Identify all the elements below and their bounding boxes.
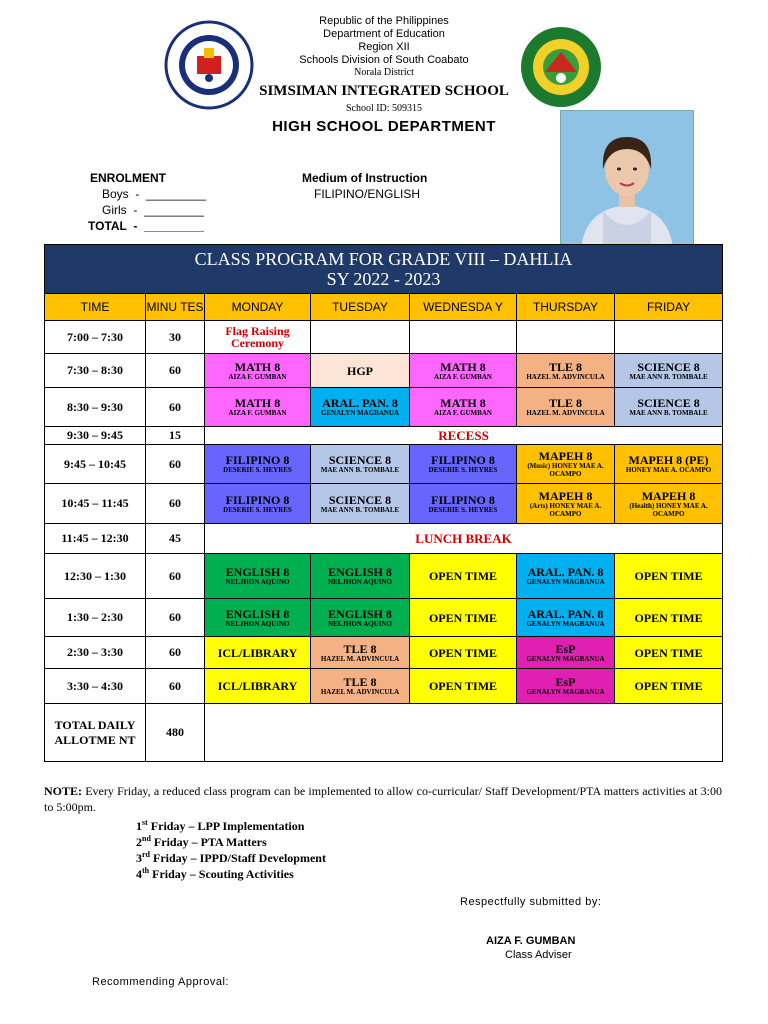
subject-name: SCIENCE 8 [328, 453, 392, 467]
table-row [45, 704, 723, 762]
table-row [45, 484, 723, 524]
minutes-cell: 60 [146, 599, 205, 637]
subject-cell [205, 484, 311, 524]
enrolment-total: TOTAL - _________ [88, 219, 205, 233]
subject-cell [615, 637, 723, 669]
minutes-cell: 60 [146, 445, 205, 484]
subject-name: TLE 8 [343, 675, 377, 689]
table-row [45, 669, 723, 704]
time-cell: 9:30 – 9:45 [45, 427, 146, 445]
teacher-name: GENALYN MAGBANUA [526, 578, 605, 586]
teacher-name: HONEY MAE A. OCAMPO [625, 466, 712, 474]
teacher-name: HAZEL M. ADVINCULA [320, 688, 400, 696]
subject-cell [615, 388, 723, 427]
subject-name: ICL/LIBRARY [217, 645, 298, 660]
subject-name: TLE 8 [548, 359, 582, 374]
class-program-table [44, 244, 723, 762]
subject-cell [615, 554, 723, 599]
table-row [45, 427, 723, 445]
subject-name: MAPEH 8 [641, 488, 696, 503]
subject-name: OPEN TIME [428, 645, 498, 660]
table-row [45, 599, 723, 637]
subject-cell [311, 445, 410, 484]
friday-activity-item [136, 863, 294, 882]
teacher-name: NELJHON AQUINO [225, 578, 290, 586]
blank-cell [205, 704, 723, 762]
minutes-cell: 60 [146, 669, 205, 704]
header-deped: Department of Education [323, 28, 445, 40]
note-paragraph [44, 783, 722, 815]
subject-cell [311, 354, 410, 388]
teacher-name: MAE ANN B. TOMBALE [629, 409, 708, 417]
teacher-name: (Arts) HONEY MAE A. OCAMPO [529, 501, 602, 518]
subject-name: ARAL. PAN. 8 [322, 396, 398, 410]
teacher-name: (Music) HONEY MAE A. OCAMPO [527, 462, 604, 478]
subject-name: FILIPINO 8 [225, 453, 290, 467]
subject-name: Flag Raising Ceremony [225, 324, 290, 350]
teacher-name: AIZA F. GUMBAN [228, 372, 287, 381]
teacher-name: GENALYN MAGBANUA [526, 688, 605, 696]
subject-cell [517, 554, 615, 599]
subject-name: OPEN TIME [634, 645, 703, 660]
teacher-name: AIZA F. GUMBAN [434, 409, 492, 417]
medium-value: FILIPINO/ENGLISH [314, 187, 421, 201]
minutes-cell: 60 [146, 637, 205, 669]
minutes-cell: 480 [146, 704, 205, 762]
header-region: Region XII [358, 41, 410, 53]
teacher-name: NELJHON AQUINO [328, 578, 392, 586]
time-cell: TOTAL DAILY ALLOTME NT [45, 704, 146, 762]
subject-cell [517, 354, 615, 388]
subject-cell [410, 599, 517, 637]
subject-cell [205, 554, 311, 599]
note-text: Every Friday, a reduced class program can be implemented to allow co-curricular/ Staff Development/PTA matters activities at 3:00 to 5:00pm. [44, 784, 722, 814]
subject-name: ENGLISH 8 [225, 606, 290, 621]
time-cell: 1:30 – 2:30 [45, 599, 146, 637]
time-cell: 2:30 – 3:30 [45, 637, 146, 669]
teacher-name: HAZEL M. ADVINCULA [320, 654, 400, 663]
deped-seal-logo [164, 20, 254, 110]
medium-title: Medium of Instruction [302, 171, 428, 185]
friday-ordinal: nd [142, 834, 151, 843]
school-id: School ID: 509315 [345, 103, 423, 114]
teacher-name: AIZA F. GUMBAN [228, 409, 287, 417]
school-name: SIMSIMAN INTEGRATED SCHOOL [259, 83, 509, 99]
subject-cell [205, 321, 311, 354]
teacher-name: GENALYN MAGBANUA [320, 409, 400, 417]
minutes-cell: 15 [146, 427, 205, 445]
subject-cell [517, 637, 615, 669]
subject-name: MAPEH 8 (PE) [628, 453, 709, 467]
subject-name: ARAL. PAN. 8 [527, 565, 604, 579]
teacher-name: GENALYN MAGBANUA [526, 619, 605, 628]
subject-name: OPEN TIME [428, 569, 498, 583]
time-cell: 11:45 – 12:30 [45, 524, 146, 554]
subject-cell [615, 321, 723, 354]
time-cell: 12:30 – 1:30 [45, 554, 146, 599]
column-header: TUESDAY [311, 294, 410, 321]
teacher-name: (Health) HONEY MAE A. OCAMPO [629, 501, 708, 518]
teacher-name: DESERIE S. HEYRES [428, 466, 498, 474]
department-title: HIGH SCHOOL DEPARTMENT [272, 118, 496, 135]
minutes-cell: 60 [146, 484, 205, 524]
subject-cell [517, 388, 615, 427]
time-cell: 7:00 – 7:30 [45, 321, 146, 354]
subject-cell [410, 388, 517, 427]
teacher-name: MAE ANN B. TOMBALE [320, 466, 400, 474]
break-cell: RECESS [205, 427, 723, 445]
subject-name: OPEN TIME [428, 679, 498, 693]
column-header: THURSDAY [517, 294, 615, 321]
subject-name: ENGLISH 8 [225, 565, 290, 579]
subject-name: MATH 8 [440, 359, 486, 374]
teacher-name: MAE ANN B. TOMBALE [320, 505, 400, 514]
friday-ordinal: st [142, 818, 148, 827]
subject-name: FILIPINO 8 [225, 492, 290, 507]
subject-name: MATH 8 [440, 396, 486, 410]
subject-cell [311, 484, 410, 524]
subject-cell [410, 669, 517, 704]
subject-cell [410, 321, 517, 354]
subject-cell [410, 354, 517, 388]
program-title-line1: CLASS PROGRAM FOR GRADE VIII – DAHLIA [194, 249, 573, 269]
subject-cell [410, 445, 517, 484]
time-cell: 8:30 – 9:30 [45, 388, 146, 427]
school-seal-logo [520, 26, 602, 108]
friday-ordinal: rd [142, 850, 150, 859]
subject-cell [517, 321, 615, 354]
column-header: MONDAY [205, 294, 311, 321]
subject-cell [205, 388, 311, 427]
time-cell: 10:45 – 11:45 [45, 484, 146, 524]
table-row [45, 321, 723, 354]
subject-cell [410, 554, 517, 599]
subject-cell [205, 637, 311, 669]
friday-number: 3 [136, 851, 142, 865]
subject-cell [410, 484, 517, 524]
subject-cell [205, 669, 311, 704]
time-cell: 3:30 – 4:30 [45, 669, 146, 704]
program-title [45, 245, 723, 294]
recommending-approval-label: Recommending Approval: [92, 976, 229, 988]
subject-cell [205, 599, 311, 637]
subject-name: OPEN TIME [428, 610, 498, 625]
subject-name: TLE 8 [548, 396, 582, 410]
note-label: NOTE: [44, 784, 83, 798]
time-cell: 7:30 – 8:30 [45, 354, 146, 388]
enrolment-boys: Boys - _________ [102, 187, 207, 201]
friday-number: 4 [136, 867, 142, 881]
subject-name: MATH 8 [234, 359, 281, 374]
subject-name: MAPEH 8 [538, 449, 593, 463]
teacher-name: DESERIE S. HEYRES [428, 505, 498, 514]
friday-text: Friday – IPPD/Staff Development [150, 851, 326, 865]
subject-name: SCIENCE 8 [637, 396, 700, 410]
subject-name: SCIENCE 8 [637, 359, 700, 374]
subject-cell [615, 669, 723, 704]
subject-cell [615, 484, 723, 524]
subject-name: TLE 8 [343, 641, 377, 656]
table-row [45, 554, 723, 599]
program-title-line2: SY 2022 - 2023 [326, 269, 441, 289]
teacher-name: NELJHON AQUINO [328, 619, 392, 628]
header-republic: Republic of the Philippines [319, 15, 449, 27]
header-district: Norala District [354, 67, 414, 78]
header-division: Schools Division of South Coabato [299, 54, 469, 66]
subject-name: SCIENCE 8 [328, 492, 392, 507]
subject-name: ENGLISH 8 [328, 565, 392, 579]
friday-text: Friday – Scouting Activities [149, 867, 294, 881]
subject-cell [517, 445, 615, 484]
break-cell: LUNCH BREAK [205, 524, 723, 554]
friday-text: Friday – PTA Matters [150, 835, 267, 849]
teacher-name: DESERIE S. HEYRES [223, 466, 292, 474]
subject-cell [517, 669, 615, 704]
teacher-name: MAE ANN B. TOMBALE [629, 372, 708, 381]
friday-text: Friday – LPP Implementation [147, 819, 305, 833]
minutes-cell: 60 [146, 388, 205, 427]
subject-cell [311, 388, 410, 427]
time-cell: 9:45 – 10:45 [45, 445, 146, 484]
subject-name: MATH 8 [234, 396, 281, 410]
submitted-by-label: Respectfully submitted by: [460, 896, 602, 908]
subject-name: HGP [347, 363, 373, 378]
table-row [45, 388, 723, 427]
subject-name: ENGLISH 8 [328, 606, 392, 621]
minutes-cell: 45 [146, 524, 205, 554]
subject-name: FILIPINO 8 [431, 492, 495, 507]
enrolment-title: ENROLMENT [90, 171, 166, 185]
column-header: TIME [45, 294, 146, 321]
column-header: WEDNESDA Y [410, 294, 517, 321]
subject-cell [311, 554, 410, 599]
table-row [45, 637, 723, 669]
adviser-photo [560, 110, 694, 250]
subject-cell [311, 669, 410, 704]
subject-cell [615, 445, 723, 484]
friday-number: 2 [136, 835, 142, 849]
signatory-name: AIZA F. GUMBAN [486, 935, 576, 947]
friday-number: 1 [136, 819, 142, 833]
teacher-name: HAZEL M. ADVINCULA [526, 372, 605, 381]
minutes-cell: 30 [146, 321, 205, 354]
subject-name: ARAL. PAN. 8 [527, 606, 604, 621]
subject-cell [205, 445, 311, 484]
subject-name: FILIPINO 8 [431, 453, 495, 467]
signatory-role: Class Adviser [505, 949, 572, 961]
subject-cell [517, 599, 615, 637]
subject-name: MAPEH 8 [538, 488, 593, 503]
teacher-name: AIZA F. GUMBAN [434, 372, 492, 381]
subject-cell [615, 599, 723, 637]
friday-ordinal: th [142, 866, 150, 875]
column-header: FRIDAY [615, 294, 723, 321]
subject-name: OPEN TIME [634, 569, 703, 583]
enrolment-girls: Girls - _________ [102, 203, 205, 217]
subject-cell [410, 637, 517, 669]
subject-name: EsP [555, 641, 576, 656]
subject-cell [311, 599, 410, 637]
subject-cell [205, 354, 311, 388]
subject-cell [615, 354, 723, 388]
subject-name: EsP [555, 675, 576, 689]
table-row [45, 354, 723, 388]
teacher-name: GENALYN MAGBANUA [526, 654, 605, 663]
column-header: MINU TES [146, 294, 205, 321]
subject-cell [517, 484, 615, 524]
subject-name: ICL/LIBRARY [217, 679, 298, 693]
teacher-name: HAZEL M. ADVINCULA [526, 409, 605, 417]
table-header-row [45, 294, 723, 321]
subject-cell [311, 637, 410, 669]
teacher-name: NELJHON AQUINO [225, 619, 290, 628]
minutes-cell: 60 [146, 354, 205, 388]
table-row [45, 445, 723, 484]
subject-cell [311, 321, 410, 354]
teacher-name: DESERIE S. HEYRES [223, 505, 292, 514]
table-row [45, 524, 723, 554]
subject-name: OPEN TIME [634, 679, 703, 693]
subject-name: OPEN TIME [634, 610, 703, 625]
minutes-cell: 60 [146, 554, 205, 599]
